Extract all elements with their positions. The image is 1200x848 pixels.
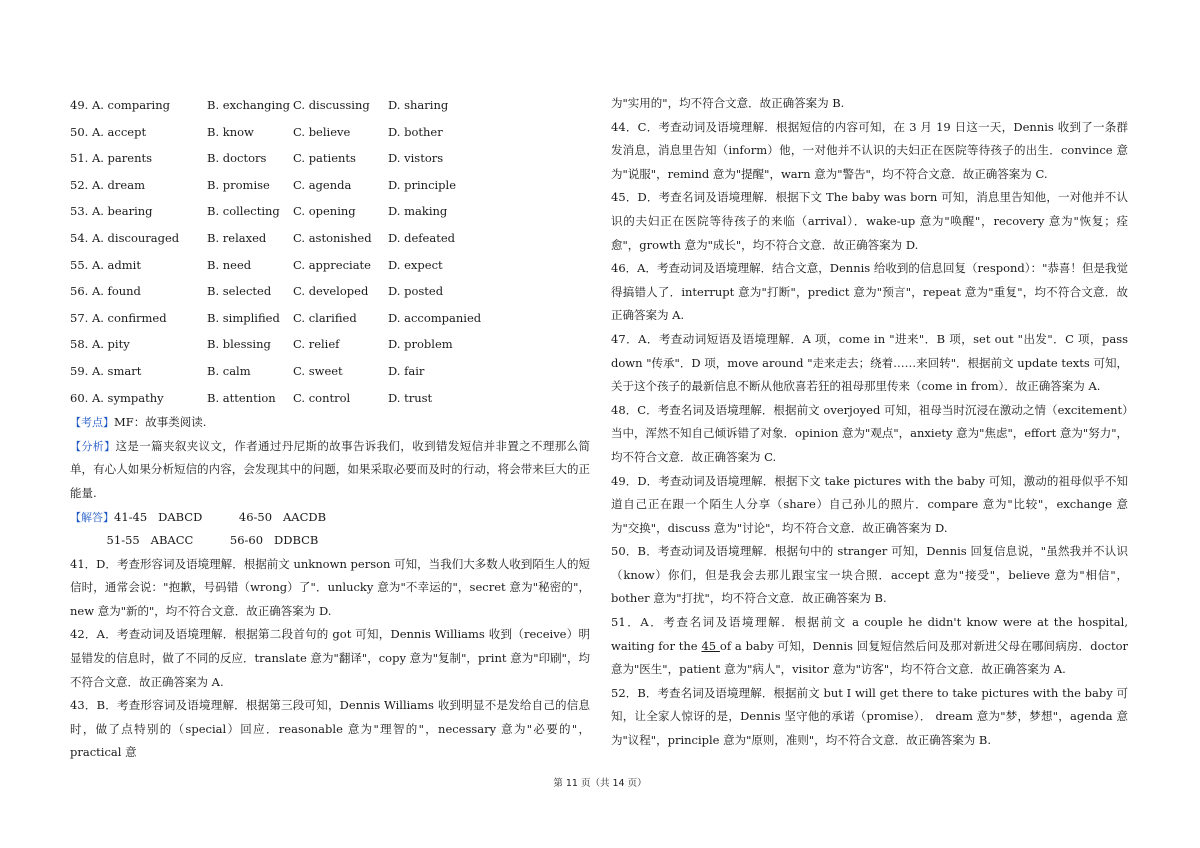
explanation-45: 45．D．考查名词及语境理解．根据下文 The baby was born 可知，消息里告知他，一对他并不认识的夫妇正在医院等待孩子的来临（arrival）．wake-up 意为"唤醒"，recovery 意为"恢复；痊愈"，growth 意为"成长"，均不符合文意．故正确答案为 D.: [611, 190, 1128, 252]
option-cell: C. opening: [293, 204, 356, 219]
option-cell: B. doctors: [207, 151, 267, 166]
left-column: [70, 92, 590, 765]
option-cell: 51. A. parents: [70, 151, 153, 166]
option-cell: D. accompanied: [388, 310, 482, 325]
explanation-46: 46．A．考查动词及语境理解．结合文意，Dennis 给收到的信息回复（respond）："恭喜！但是我觉得搞错人了．interrupt 意为"打断"，predict 意为"预言"，repeat 意为"重复"，均不符合文意．故正确答案为 A.: [611, 261, 1128, 323]
option-cell: C. appreciate: [293, 257, 371, 272]
option-cell: 56. A. found: [70, 284, 141, 299]
option-cell: B. blessing: [207, 337, 271, 352]
option-cell: B. promise: [207, 177, 270, 192]
option-cell: D. posted: [388, 284, 444, 299]
option-cell: 58. A. pity: [70, 337, 130, 352]
option-cell: 55. A. admit: [70, 257, 141, 272]
option-cell: B. calm: [207, 363, 251, 378]
option-cell: B. relaxed: [207, 230, 267, 245]
explanation-50: 50．B．考查动词及语境理解．根据句中的 stranger 可知，Dennis 回复信息说，"虽然我并不认识（know）你们，但是我会去那儿跟宝宝一块合照．accept 意为"接受"，believe 意为"相信"，bother 意为"打扰"，均不符合文意．故正确答案为 B.: [611, 544, 1128, 606]
option-row: [70, 331, 590, 358]
option-cell: 59. A. smart: [70, 363, 142, 378]
answers-51-60: 51-55 ABACC 56-60 DDBCB: [70, 533, 319, 548]
option-row: [70, 358, 590, 385]
option-cell: D. vistors: [388, 151, 444, 166]
option-cell: 52. A. dream: [70, 177, 145, 192]
option-cell: C. developed: [293, 284, 369, 299]
option-row: [70, 278, 590, 305]
option-row: [70, 119, 590, 146]
explanation-42: 42．A．考查动词及语境理解．根据第二段首句的 got 可知，Dennis Williams 收到（receive）明显错发的信息时，做了不同的反应．translate 意为"翻译"，copy 意为"复制"，print 意为"印刷"，均不符合文意．故正确答案为 A.: [70, 627, 590, 689]
option-cell: D. expect: [388, 257, 443, 272]
option-cell: C. clarified: [293, 310, 357, 325]
option-row: [70, 225, 590, 252]
jieda-tag: 【解答】: [70, 510, 114, 524]
option-cell: D. defeated: [388, 230, 455, 245]
option-cell: C. discussing: [293, 98, 370, 112]
explanation-49: 49．D．考查动词及语境理解．根据下文 take pictures with the baby 可知，激动的祖母似乎不知道自己正在跟一个陌生人分享（share）自己孙儿的照片．compare 意为"比较"，exchange 意为"交换"，discuss 意为"讨论"，均不符合文意．故正确答案为 D.: [611, 473, 1128, 535]
option-cell: 53. A. bearing: [70, 204, 153, 219]
option-cell: 57. A. confirmed: [70, 310, 167, 325]
option-cell: C. sweet: [293, 363, 343, 378]
option-cell: D. making: [388, 204, 448, 219]
option-cell: D. principle: [388, 177, 457, 192]
explanation-43-continued: 为"实用的"，均不符合文意．故正确答案为 B.: [611, 96, 845, 110]
right-column: [611, 92, 1128, 753]
answers-41-50: 41-45 DABCD 46-50 AACDB: [114, 509, 327, 524]
jieda-line-2: [70, 529, 590, 553]
option-cell: B. know: [207, 124, 254, 139]
option-cell: D. trust: [388, 390, 433, 405]
option-cell: B. simplified: [207, 310, 280, 325]
explanation-48: 48．C．考查名词及语境理解．根据前文 overjoyed 可知，祖母当时沉浸在激动之情（excitement）当中，浑然不知自己倾诉错了对象．opinion 意为"观点"，anxiety 意为"焦虑"，effort 意为"努力"，均不符合文意．故正确答案为 C.: [611, 402, 1128, 464]
option-row: [70, 92, 590, 119]
explanation-47: 47．A．考查动词短语及语境理解．A 项，come in "进来"．B 项，set out "出发"．C 项，pass down "传承"．D 项，move around "走来走去；绕着……来回转"．根据前文 update texts 可知，关于这个孩子的最新信息不断从他欣喜若狂的祖母那里传来（come in from）．故正确答案为 A.: [611, 331, 1128, 394]
option-cell: D. sharing: [388, 98, 449, 112]
option-cell: C. patients: [293, 151, 356, 166]
option-row: [70, 198, 590, 225]
option-row: [70, 305, 590, 332]
option-cell: C. agenda: [293, 177, 352, 192]
fenxi-tag: 【分析】: [70, 439, 116, 453]
option-cell: D. fair: [388, 363, 425, 378]
explanation-51: [611, 611, 1128, 682]
option-cell: B. selected: [207, 284, 272, 299]
blank-45: 45: [701, 638, 720, 653]
option-cell: D. bother: [388, 124, 443, 139]
explanation-51-end: of a baby 可知，Dennis 回复短信然后问及那对新进父母在哪间病房．doctor 意为"医生"，patient 意为"病人"，visitor 意为"访客"，均不符合文意．故正确答案为 A.: [611, 638, 1128, 677]
option-cell: C. control: [293, 390, 351, 405]
option-cell: B. exchanging: [207, 98, 290, 112]
option-row: [70, 385, 590, 412]
option-cell: D. problem: [388, 337, 453, 352]
explanation-43: 43．B．考查形容词及语境理解．根据第三段可知，Dennis Williams 收到明显不是发给自己的信息时，做了点特别的（special）回应．reasonable 意为"理智的"，necessary 意为"必要的"，practical 意: [70, 698, 590, 760]
option-cell: B. need: [207, 257, 252, 272]
fenxi-paragraph: [70, 435, 590, 506]
kaodian-tag: 【考点】: [70, 416, 114, 430]
option-cell: C. believe: [293, 124, 351, 139]
page-footer: 第 11 页（共 14 页）: [553, 778, 647, 789]
kaodian-text: MF：故事类阅读.: [114, 415, 207, 430]
option-row: [70, 145, 590, 172]
explanation-51-start: 51．A．考查名词及语境理解．根据前文 a couple he didn't know were at the hospital, waiting for the: [611, 615, 1128, 653]
option-cell: 49. A. comparing: [70, 98, 170, 112]
kaodian-paragraph: [70, 411, 590, 435]
option-cell: B. collecting: [207, 204, 280, 219]
explanation-52: 52．B．考查名词及语境理解．根据前文 but I will get there to take pictures with the baby 可知，让全家人惊讶的是，Dennis 坚守他的承诺（promise）． dream 意为"梦，梦想"，agenda 意为"议程"，principle 意为"原则，准则"，均不符合文意．故正确答案为 B.: [611, 685, 1128, 748]
option-cell: C. relief: [293, 337, 340, 352]
explanation-41: 41．D．考查形容词及语境理解．根据前文 unknown person 可知，当我们大多数人收到陌生人的短信时，通常会说："抱歉，号码错（wrong）了"．unlucky 意为"不幸运的"，secret 意为"秘密的"，new 意为"新的"，均不符合文意．故正确答案为 D.: [70, 556, 590, 618]
jieda-line-1: [70, 506, 590, 530]
option-row: [70, 172, 590, 199]
option-cell: B. attention: [207, 390, 276, 405]
option-row: [70, 252, 590, 279]
option-cell: 54. A. discouraged: [70, 230, 180, 245]
explanation-44: 44．C．考查动词及语境理解．根据短信的内容可知，在 3 月 19 日这一天，Dennis 收到了一条群发消息，消息里告知（inform）他，一对他并不认识的夫妇正在医院等待孩子的出生．convince 意为"说服"，remind 意为"提醒"，warn 意为"警告"，均不符合文意．故正确答案为 C.: [611, 119, 1128, 181]
option-cell: 50. A. accept: [70, 124, 147, 139]
options-table: [70, 92, 590, 411]
option-cell: 60. A. sympathy: [70, 390, 164, 405]
option-cell: C. astonished: [293, 230, 372, 245]
fenxi-text: 这是一篇夹叙夹议文，作者通过丹尼斯的故事告诉我们，收到错发短信并非置之不理那么简单，有心人如果分析短信的内容，会发现其中的问题，如果采取必要而及时的行动，将会带来巨大的正能量.: [70, 438, 591, 500]
